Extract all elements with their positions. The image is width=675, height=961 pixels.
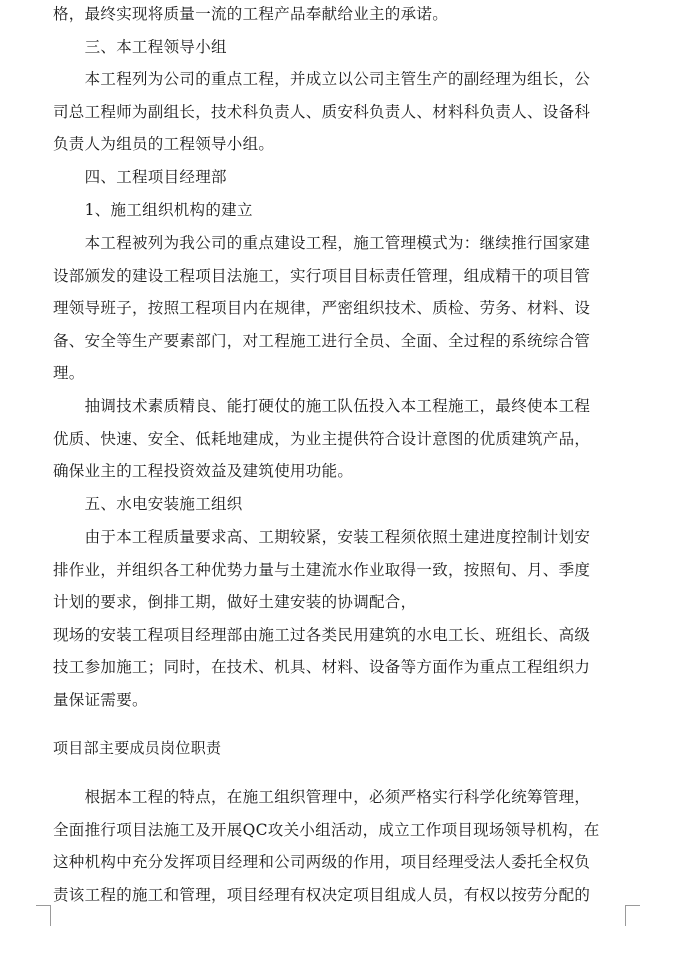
text-line: 优质、快速、安全、低耗地建成，为业主提供符合设计意图的优质建筑产品，: [53, 430, 591, 448]
text-line: 根据本工程的特点，在施工组织管理中，必须严格实行科学化统筹管理，: [53, 788, 591, 806]
subsection-heading: 1、施工组织机构的建立: [53, 201, 253, 219]
section-heading: 三、本工程领导小组: [53, 38, 227, 56]
text-line: 抽调技术素质精良、能打硬仗的施工队伍投入本工程施工，最终使本工程: [53, 397, 591, 415]
text-line: 司总工程师为副组长，技术科负责人、质安科负责人、材料科负责人、设备科: [53, 103, 591, 121]
text-line: 技工参加施工；同时，在技术、机具、材料、设备等方面作为重点工程组织力: [53, 658, 591, 676]
text-line: 本工程被列为我公司的重点建设工程，施工管理模式为：继续推行国家建: [53, 234, 591, 252]
text-line: 负责人为组员的工程领导小组。: [53, 135, 275, 153]
text-line: 计划的要求，倒排工期，做好土建安装的协调配合，: [53, 593, 417, 611]
text-line: 设部颁发的建设工程项目法施工，实行项目目标责任管理，组成精干的项目管: [53, 267, 591, 285]
text-line: 确保业主的工程投资效益及建筑使用功能。: [53, 462, 354, 480]
text-line: 理。: [53, 364, 85, 382]
text-line: 量保证需要。: [53, 691, 148, 709]
section-heading: 五、水电安装施工组织: [53, 495, 243, 513]
text-line: 理领导班子，按照工程项目内在规律，严密组织技术、质检、劳务、材料、设: [53, 299, 591, 317]
text-line: 备、安全等生产要素部门，对工程施工进行全员、全面、全过程的系统综合管: [53, 332, 591, 350]
text-line: 这种机构中充分发挥项目经理和公司两级的作用，项目经理受法人委托全权负: [53, 853, 591, 871]
section-heading: 四、工程项目经理部: [53, 168, 227, 186]
text-line: 责该工程的施工和管理，项目经理有权决定项目组成人员，有权以按劳分配的: [53, 886, 591, 904]
text-line: 全面推行项目法施工及开展QC攻关小组活动，成立工作项目现场领导机构，在: [53, 821, 600, 839]
text-line: 本工程列为公司的重点工程，并成立以公司主管生产的副经理为组长，公: [53, 70, 591, 88]
heading-job-responsibilities: 项目部主要成员岗位职责: [53, 739, 222, 757]
text-line: 排作业，并组织各工种优势力量与土建流水作业取得一致，按照旬、月、季度: [53, 561, 591, 579]
margin-corner-marker-left: [36, 905, 51, 926]
text-line: 由于本工程质量要求高、工期较紧，安装工程须依照土建进度控制计划安: [53, 528, 591, 546]
margin-corner-marker-right: [625, 905, 640, 926]
text-line: 格，最终实现将质量一流的工程产品奉献给业主的承诺。: [53, 5, 449, 23]
text-line: 现场的安装工程项目经理部由施工过各类民用建筑的水电工长、班组长、高级: [53, 626, 591, 644]
